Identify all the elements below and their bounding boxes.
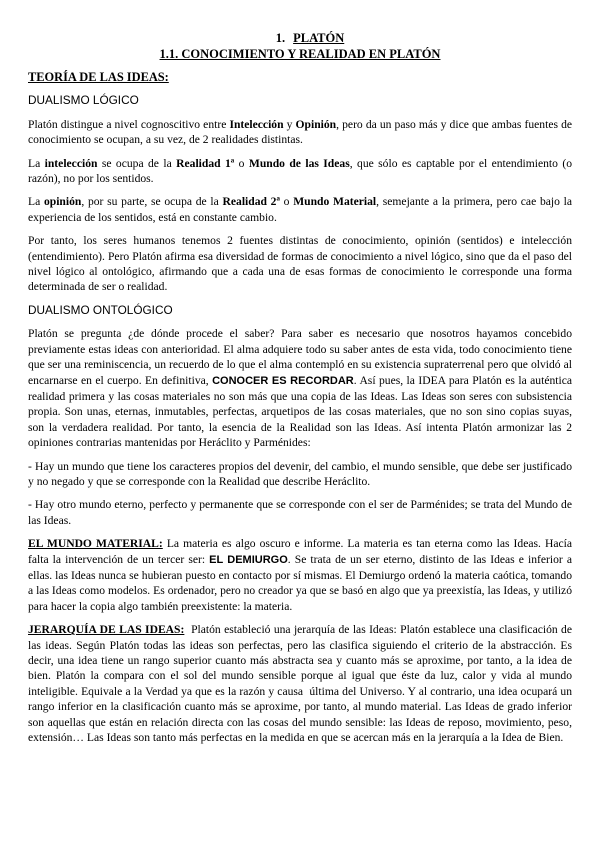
document-body <box>28 70 575 753</box>
material-world-heading: EL MUNDO MATERIAL: <box>28 537 163 551</box>
logical-dualism-heading: DUALISMO LÓGICO <box>28 93 139 108</box>
section-subtitle: 1.1. CONOCIMIENTO Y REALIDAD EN PLATÓN <box>159 47 441 61</box>
material-world-paragraph: EL MUNDO MATERIAL: La materia es algo oscuro e informe. La materia es tan eterna como las Ideas. Hacía falta la intervención de un tercer ser: EL DEMIURGO. Se trata de un ser eterno, distinto de las Ideas e inferior a ellas. las Ideas nunca se hubieran puesto en contacto por sí mismas. El Demiurgo ordenó la materia caótica, tomando a las Ideas como modelos. Es ordenador, pero no creador ya que se basó en algo que ya preexistía, las Ideas, y utilizó para hacer la copia algo también preexistente: la materia. <box>28 537 572 613</box>
chapter-title <box>20 30 600 46</box>
hierarchy-paragraph: JERARQUÍA DE LAS IDEAS: Platón estableció una jerarquía de las Ideas: Platón establece una clasificación de las ideas. Según Platón todas las ideas son perfectas, pero las clasifica siguiendo el criterio de la abstracción. Es decir, una idea tiene un rango superior cuanto más abstracta sea y cuanto más se aproxime, por tanto, a la idea de bien. Platón la compara con el sol del mundo sensible porque al igual que éste da luz, calor y vida al mundo inteligible. Equivale a la Verdad ya que es la razón y causa última del Universo. Y al contrario, una idea ocupará un rango inferior en la clasificación cuanto más se aproxime, por tanto, al mundo material. Las Ideas de grado inferior son aquellas que están en relación directa con las cosas del mundo sensible: las Ideas de reposo, movimiento, peso, extensión… Las Ideas son tanto más perfectas en la medida en que se acercan más en la jerarquía a la Idea de Bien. <box>28 623 575 745</box>
hierarchy-heading: JERARQUÍA DE LAS IDEAS: <box>28 623 185 637</box>
ontological-list-item-2: - Hay otro mundo eterno, perfecto y permanente que se corresponde con el ser de Parménides; se trata del Mundo de las Ideas. <box>28 498 572 527</box>
demiurge-term: EL DEMIURGO <box>209 553 288 566</box>
ontological-list-item-1: - Hay un mundo que tiene los caracteres propios del devenir, del cambio, el mundo sensible, que debe ser justificado y no negado y que se corresponde con la Realidad que describe Heráclito. <box>28 459 572 488</box>
theory-heading: TEORÍA DE LAS IDEAS: <box>28 70 169 84</box>
chapter-number: 1. <box>275 31 286 45</box>
logical-paragraph-3: La opinión, por su parte, se ocupa de la Realidad 2ª o Mundo Material, semejante a la primera, pero cae bajo la experiencia de los sentidos, está en constante cambio. <box>28 195 572 224</box>
logical-paragraph-1: Platón distingue a nivel cognoscitivo entre Intelección y Opinión, pero da un paso más y dice que ambas fuentes de conocimiento se ocupan, a su vez, de 2 realidades distintas. <box>28 117 573 147</box>
logical-paragraph-2: La intelección se ocupa de la Realidad 1ª o Mundo de las Ideas, que sólo es captable por el entendimiento (o razón), no por los sentidos. <box>28 156 572 186</box>
chapter-title-text: PLATÓN <box>293 31 345 45</box>
ontological-paragraph-1: Platón se pregunta ¿de dónde procede el saber? Para saber es necesario que nosotros hayamos concebido previamente estas ideas con anterioridad. El alma adquiere todo su saber antes de esta vida, todo conocimiento tiene que ser una reminiscencia, un recuerdo de lo que el alma contempló en su existencia supraterrenal pero que olvidó al encarnarse en el cuerpo. En definitiva, CONOCER ES RECORDAR. Así pues, la IDEA para Platón es la auténtica realidad primera y las cosas materiales no son más que una copia de las Ideas. Las Ideas son seres con subsistencia propia. Son unas, eternas, inmutables, perfectas, arquetipos de las cosas materiales, que no son sino copias suyas, son la verdadera realidad. Por tanto, la esencia de la Realidad son las Ideas. Así intenta Platón armonizar las 2 opiniones contrarias mantenidas por Heráclito y Parménides: <box>28 327 572 450</box>
document-header <box>0 30 600 62</box>
logical-paragraph-4: Por tanto, los seres humanos tenemos 2 fuentes distintas de conocimiento, opinión (sentidos) e intelección (entendimiento). Pero Platón afirma esa diversidad de formas de conocimiento a nivel lógico, sino que da el paso del nivel lógico al ontológico, afirmando que a cada una de esas formas de conocimiento le corresponde una forma determinada de ser o realidad. <box>28 234 572 294</box>
ontological-dualism-heading: DUALISMO ONTOLÓGICO <box>28 302 173 317</box>
